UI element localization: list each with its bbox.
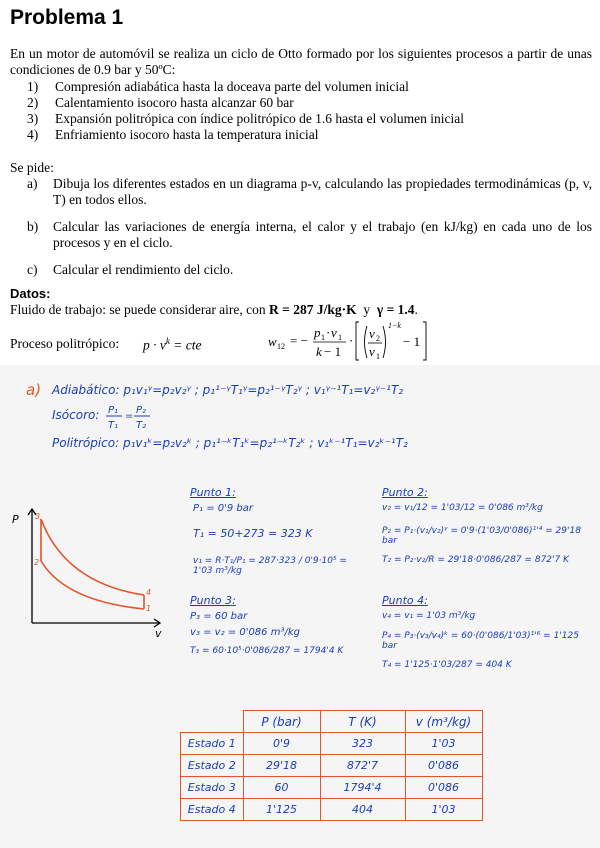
table-cell: 1'125 bbox=[243, 799, 320, 821]
fluid-text: Fluido de trabajo: se puede considerar aire, con bbox=[10, 302, 270, 317]
R-value: R = 287 J/kg·K bbox=[269, 302, 357, 317]
punto2-heading: Punto 2: bbox=[382, 486, 428, 499]
process-number: 4) bbox=[27, 127, 39, 142]
question-item bbox=[27, 176, 592, 208]
punto4-line3: T₄ = 1'125·1'03/287 = 404 K bbox=[382, 660, 512, 670]
table-cell: 60 bbox=[243, 777, 320, 799]
table-cell: 1794'4 bbox=[320, 777, 405, 799]
punto2-line1: v₂ = v₁/12 = 1'03/12 = 0'086 m³/kg bbox=[382, 503, 543, 513]
state-3-marker: 3 bbox=[35, 512, 41, 521]
fluid-end: . bbox=[414, 302, 418, 317]
table-cell: 0'086 bbox=[405, 777, 482, 799]
table-header-cell: T (K) bbox=[320, 711, 405, 733]
table-cell: 1'03 bbox=[405, 733, 482, 755]
svg-text:12: 12 bbox=[277, 342, 285, 351]
isochoric-relation bbox=[106, 402, 166, 432]
process-item bbox=[27, 111, 464, 127]
process-item bbox=[27, 79, 409, 95]
question-item bbox=[27, 219, 592, 251]
process-number: 1) bbox=[27, 79, 39, 94]
table-row bbox=[181, 733, 483, 755]
svg-text:v: v bbox=[369, 326, 375, 341]
process-text: Calentamiento isocoro hasta alcanzar 60 bar bbox=[55, 95, 294, 110]
punto2-line2: P₂ = P₁·(v₁/v₂)ᵞ = 0'9·(1'03/0'086)¹'⁴ = 29'18 bar bbox=[382, 526, 581, 546]
punto3-line3: T₃ = 60·10⁵·0'086/287 = 1794'4 K bbox=[190, 646, 344, 656]
question-number: c) bbox=[27, 262, 38, 277]
table-cell: Estado 1 bbox=[181, 733, 244, 755]
punto4-line2: P₄ = P₃·(v₃/v₄)ᵏ = 60·(0'086/1'03)¹'⁶ = 1'125 bar bbox=[382, 631, 579, 651]
pv-diagram bbox=[10, 505, 170, 640]
datos-heading: Datos: bbox=[10, 286, 51, 301]
punto3-line1: P₃ = 60 bar bbox=[190, 611, 248, 622]
politropic-equation: $p \cdot v^k$ = cte bbox=[143, 336, 202, 353]
state-4-marker: 4 bbox=[146, 588, 152, 597]
page-title: Problema 1 bbox=[10, 6, 124, 29]
svg-text:− 1: − 1 bbox=[403, 334, 421, 349]
svg-text:T₂: T₂ bbox=[136, 420, 147, 431]
svg-text:1: 1 bbox=[376, 352, 380, 361]
svg-text:P₂: P₂ bbox=[136, 405, 147, 416]
process-number: 2) bbox=[27, 95, 39, 110]
adiabatic-relations: Adiabático: p₁v₁ᵞ=p₂v₂ᵞ ; p₁¹⁻ᵞT₁ᵞ=p₂¹⁻ᵞT₂ᵞ ; v₁ᵞ⁻¹T₁=v₂ᵞ⁻¹T₂ bbox=[52, 383, 404, 397]
table-header-cell: P (bar) bbox=[243, 711, 320, 733]
table-header-cell bbox=[181, 711, 244, 733]
punto1-line2: T₁ = 50+273 = 323 K bbox=[193, 527, 313, 540]
table-cell: 0'9 bbox=[243, 733, 320, 755]
process-text: Enfriamiento isocoro hasta la temperatura inicial bbox=[55, 127, 319, 142]
svg-text:1−k: 1−k bbox=[388, 321, 401, 330]
svg-text:k: k bbox=[316, 344, 322, 359]
isochoric-label: Isócoro: bbox=[52, 408, 100, 422]
svg-text:·: · bbox=[326, 325, 331, 340]
process-item bbox=[27, 127, 319, 143]
svg-text:v: v bbox=[369, 344, 375, 359]
table-row bbox=[181, 777, 483, 799]
se-pide-label: Se pide: bbox=[10, 160, 54, 175]
punto4-line1: v₄ = v₁ = 1'03 m³/kg bbox=[382, 611, 476, 621]
table-header-cell: v (m³/kg) bbox=[405, 711, 482, 733]
punto4-heading: Punto 4: bbox=[382, 594, 428, 607]
punto3-line2: v₃ = v₂ = 0'086 m³/kg bbox=[190, 627, 300, 638]
punto1-line1: P₁ = 0'9 bar bbox=[193, 503, 254, 514]
table-cell: Estado 3 bbox=[181, 777, 244, 799]
problem-intro: En un motor de automóvil se realiza un ciclo de Otto formado por los siguientes procesos a partir de unas condiciones de 0.9 bar y 50ºC: bbox=[10, 46, 592, 77]
punto2-line3: T₂ = P₂·v₂/R = 29'18·0'086/287 = 872'7 K bbox=[382, 555, 569, 565]
svg-text:·: · bbox=[349, 333, 354, 348]
svg-text:T₁: T₁ bbox=[108, 420, 119, 431]
table-cell: 323 bbox=[320, 733, 405, 755]
process-number: 3) bbox=[27, 111, 39, 126]
table-header-row bbox=[181, 711, 483, 733]
table-cell: 1'03 bbox=[405, 799, 482, 821]
punto1-heading: Punto 1: bbox=[190, 486, 236, 499]
svg-text:− 1: − 1 bbox=[324, 344, 342, 359]
p-axis-label: P bbox=[12, 513, 19, 526]
table-row bbox=[181, 755, 483, 777]
svg-text:1: 1 bbox=[338, 333, 342, 342]
work-formula bbox=[268, 318, 438, 364]
answer-a-label: a) bbox=[26, 381, 42, 399]
process-text: Compresión adiabática hasta la doceava parte del volumen inicial bbox=[55, 79, 409, 94]
table-cell: 404 bbox=[320, 799, 405, 821]
question-text: Dibuja los diferentes estados en un diagrama p-v, calculando las propiedades termodinámicas (p, v, T) en todos ellos. bbox=[53, 176, 592, 207]
svg-text:1: 1 bbox=[321, 333, 325, 342]
polytropic-relations: Politrópico: p₁v₁ᵏ=p₂v₂ᵏ ; p₁¹⁻ᵏT₁ᵏ=p₂¹⁻ᵏT₂ᵏ ; v₁ᵏ⁻¹T₁=v₂ᵏ⁻¹T₂ bbox=[52, 436, 408, 450]
punto3-heading: Punto 3: bbox=[190, 594, 236, 607]
question-item bbox=[27, 262, 592, 278]
table-cell: Estado 2 bbox=[181, 755, 244, 777]
svg-text:w: w bbox=[268, 334, 277, 349]
state-1-marker: 1 bbox=[146, 604, 152, 613]
svg-text:2: 2 bbox=[376, 334, 380, 343]
table-cell: 29'18 bbox=[243, 755, 320, 777]
politropico-label: Proceso politrópico: bbox=[10, 336, 120, 351]
process-item bbox=[27, 95, 294, 111]
gamma-value: γ = 1.4 bbox=[376, 302, 415, 317]
question-text: Calcular las variaciones de energía interna, el calor y el trabajo (en kJ/kg) en cada uno de los procesos y en el ciclo. bbox=[53, 219, 592, 250]
state-2-marker: 2 bbox=[34, 558, 40, 567]
question-text: Calcular el rendimiento del ciclo. bbox=[53, 262, 234, 277]
table-cell: 872'7 bbox=[320, 755, 405, 777]
table-cell: 0'086 bbox=[405, 755, 482, 777]
svg-text:p: p bbox=[314, 325, 321, 340]
fluid-connector: y bbox=[356, 302, 377, 317]
svg-text:= −: = − bbox=[290, 333, 308, 348]
process-text: Expansión politrópica con índice politrópico de 1.6 hasta el volumen inicial bbox=[55, 111, 465, 126]
svg-text:=: = bbox=[125, 411, 134, 422]
table-row bbox=[181, 799, 483, 821]
table-cell: Estado 4 bbox=[181, 799, 244, 821]
states-table bbox=[180, 710, 483, 821]
question-number: b) bbox=[27, 219, 39, 234]
v-axis-label: v bbox=[155, 627, 162, 640]
svg-text:v: v bbox=[331, 325, 337, 340]
datos-fluid bbox=[10, 302, 418, 318]
svg-text:P₁: P₁ bbox=[108, 405, 119, 416]
question-number: a) bbox=[27, 176, 38, 191]
punto1-line3: v₁ = R·T₁/P₁ = 287·323 / 0'9·10⁵ = 1'03 m³/kg bbox=[193, 556, 347, 576]
